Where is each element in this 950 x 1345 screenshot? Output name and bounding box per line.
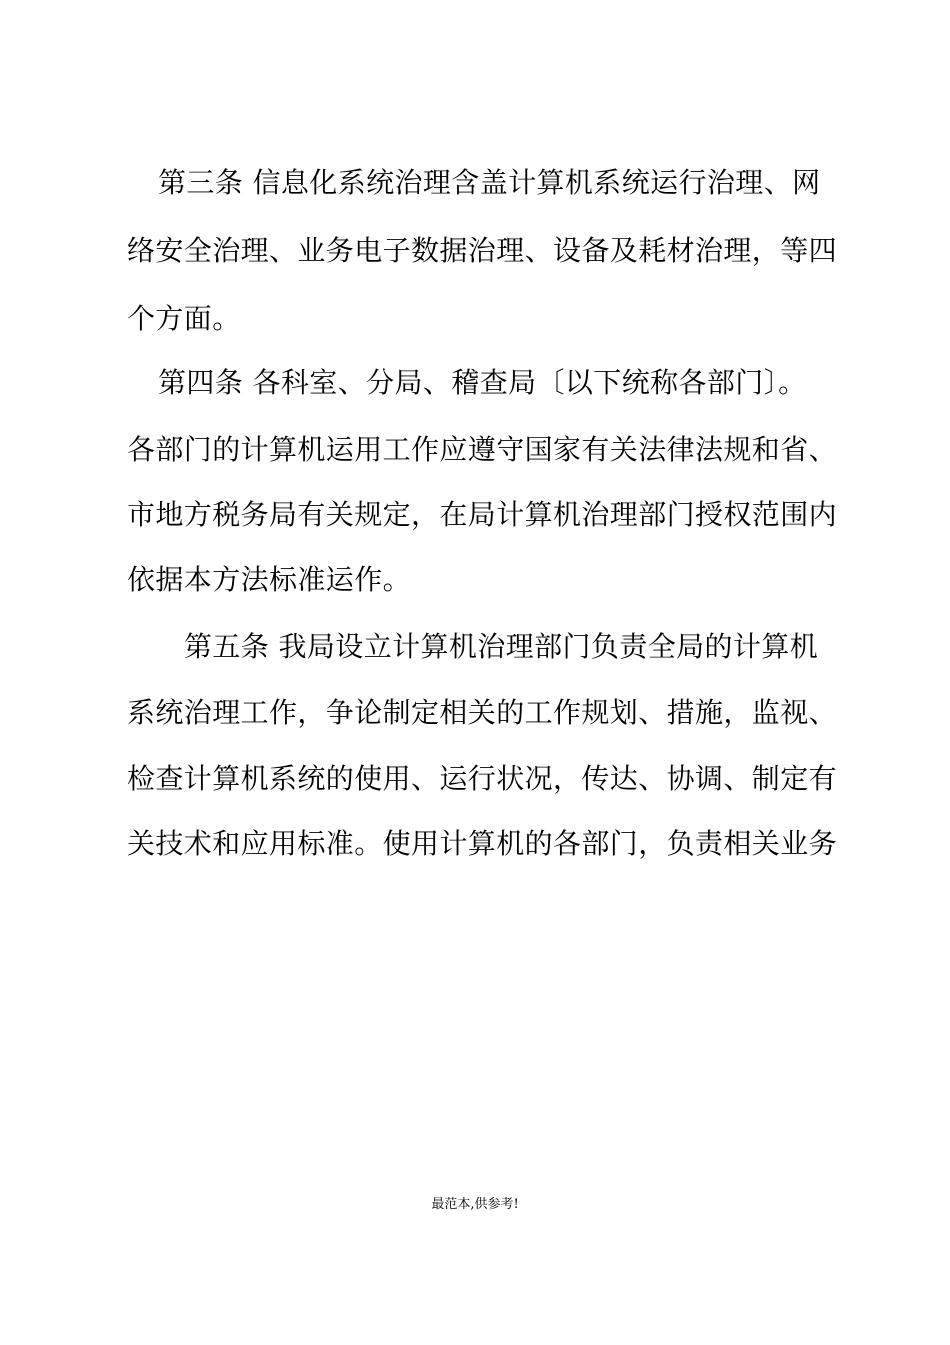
article-4-line-3: 市地方税务局有关规定，在局计算机治理部门授权范围内 xyxy=(127,498,838,531)
article-5-line-1: 第五条 我局设立计算机治理部门负责全局的计算机 xyxy=(184,630,819,663)
page-footer: 最范本,供参考! xyxy=(431,1197,519,1212)
article-4-line-2: 各部门的计算机运用工作应遵守国家有关法律法规和省、 xyxy=(127,433,838,466)
article-5-line-4: 关技术和应用标准。使用计算机的各部门，负责相关业务 xyxy=(127,827,838,860)
article-3-line-2: 络安全治理、业务电子数据治理、设备及耗材治理，等四 xyxy=(127,234,838,267)
article-5-line-3: 检查计算机系统的使用、运行状况，传达、协调、制定有 xyxy=(127,762,838,795)
article-3-line-3: 个方面。 xyxy=(127,302,241,335)
article-5-line-2: 系统治理工作，争论制定相关的工作规划、措施，监视、 xyxy=(127,696,838,729)
article-4-line-4: 依据本方法标准运作。 xyxy=(127,563,412,596)
article-4-line-1: 第四条 各科室、分局、稽查局〔以下统称各部门〕。 xyxy=(158,366,807,399)
article-3-line-1: 第三条 信息化系统治理含盖计算机系统运行治理、网 xyxy=(158,166,821,199)
